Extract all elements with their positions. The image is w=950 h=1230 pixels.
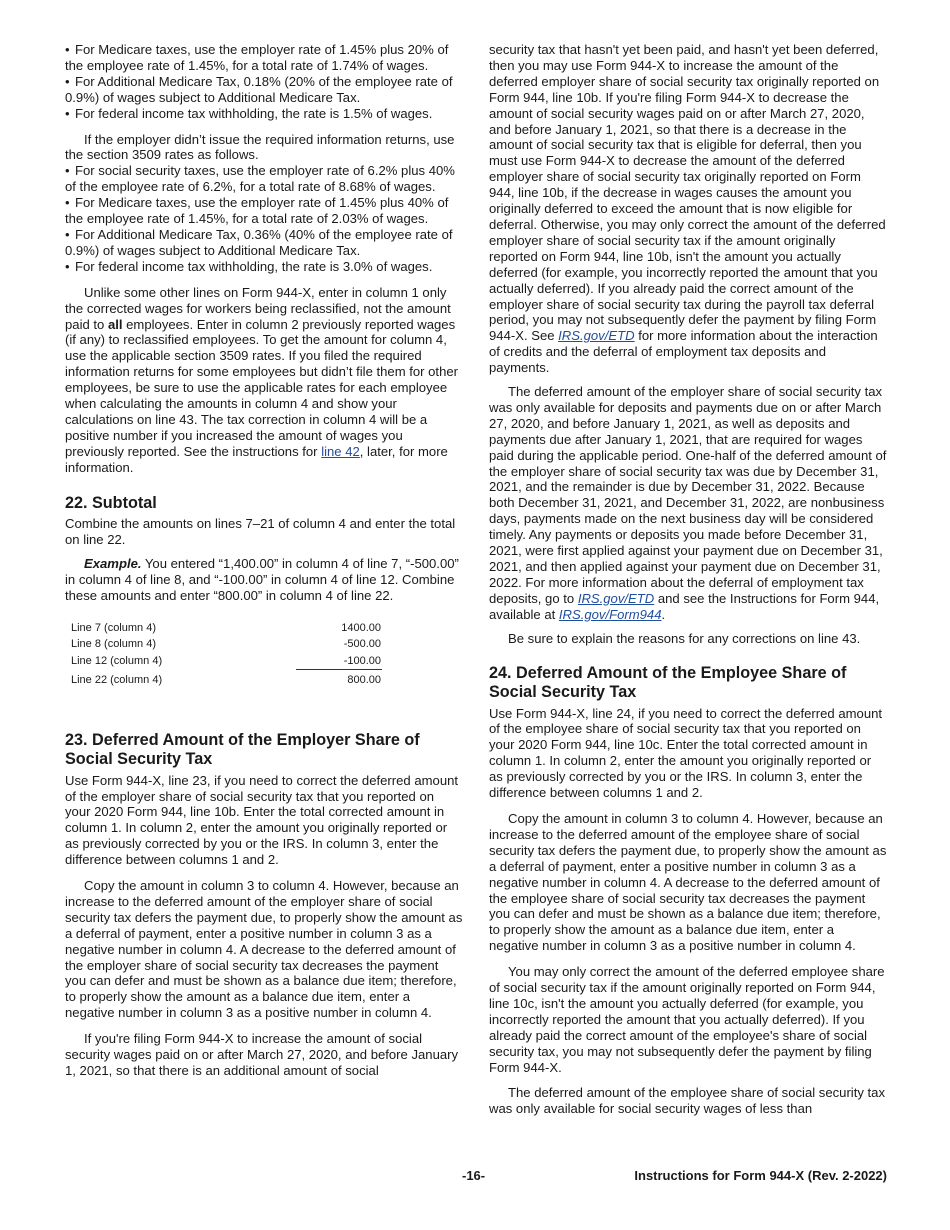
paragraph-no-info-returns: If the employer didn’t issue the required information returns, use the section 3509 rates as follows. (65, 131, 455, 163)
bullet-medicare-20: • For Medicare taxes, use the employer rate of 1.45% plus 20% of the employee rate of 1.45%, for a total rate of 1.74% of wages. (65, 42, 463, 74)
paragraph-line-23-c: If you're filing Form 944-X to increase the amount of social security wages paid on or after March 27, 2020, and before January 1, 2021, so that there is an additional amount of social (65, 1031, 459, 1078)
bullet-medicare-40: • For Medicare taxes, use the employer rate of 1.45% plus 40% of the employee rate of 1.45%, for a total rate of 2.03% of wages. (65, 195, 463, 227)
document-title-footer: Instructions for Form 944-X (Rev. 2-2022) (634, 1168, 887, 1183)
bullet-additional-medicare-018: • For Additional Medicare Tax, 0.18% (20% of the employee rate of 0.9%) of wages subject to Additional Medicare Tax. (65, 74, 463, 106)
calc-row: Line 7 (column 4) 1400.00 (71, 621, 381, 634)
paragraph-deferral-period: The deferred amount of the employer share of social security tax was only available for deposits and payments due on or after March 27, 2020, and before January 1, 2021, as well as deposits and payments due after January 1, 2021, that are required for wages paid during the applicable period. One-half of the deferred amount of the employer share of social security tax was due by December 31, 2021, and the remainder is due by December 31, 2022. Because both December 31, 2021, and December 31, 2022, are nonbusiness days, payments made on the next business day will be considered timely. Any payments or deposits you made before December 31, 2021, were first applied against your payment due on December 31, 2021, and then applied against your payment due on December 31, 2022. For more information about the deferral of employment tax deposits, go to IRS.gov/ETD and see the Instructions for Form 944, available at IRS.gov/Form944. (489, 384, 887, 622)
example-line-22: Example. You entered “1,400.00” in column 4 of line 7, “-500.00” in column 4 of line 8, and “-100.00” in column 4 of line 12. Combine these amounts and enter “800.00” in column 4 of line 22. (65, 555, 459, 603)
irs-etd-link[interactable]: IRS.gov/ETD (558, 328, 635, 344)
paragraph-line-22: Combine the amounts on lines 7–21 of column 4 and enter the total on line 22. (65, 516, 456, 547)
line-42-link[interactable]: line 42 (321, 443, 360, 459)
bullet-fitw-30: • For federal income tax withholding, the rate is 3.0% of wages. (65, 259, 463, 275)
calc-row: Line 12 (column 4) -100.00 (71, 654, 381, 667)
sum-rule (296, 669, 382, 670)
paragraph-line-23-continued: security tax that hasn't yet been paid, and hasn't yet been deferred, then you may use Form 944-X to increase the amount of the deferred employer share of social security tax originally reported on Form 944, line 10b. If you're filing Form 944-X to decrease the amount of social security wages paid on or after March 27, 2020, and before January 1, 2021, so that there is a decrease in the amount of social security tax that is eligible for deferral, then you must use Form 944-X to decrease the amount of the deferred employer share of social security tax originally reported on Form 944, line 10b, if the decrease in wages causes the amount you originally deferred to exceed the amount that is now eligible for deferral. Otherwise, you may only correct the amount of the deferred employer share of social security tax if the amount originally reported on Form 944, line 10b, isn't the amount you actually deferred (for example, you incorrectly reported the amount that you actually deferred). If you already paid the correct amount of the employer share of social security tax during the payroll tax deferral period, you may not subsequently defer the payment by filing Form 944-X. See IRS.gov/ETD for more information about the interaction of credits and the deferral of employment tax deposits and payments. (489, 42, 886, 376)
subtotal-calculation (65, 620, 381, 689)
paragraph-line-23-a: Use Form 944-X, line 23, if you need to correct the deferred amount of the employer share of social security tax that you reported on your 2020 Form 944, line 10b. Enter the total corrected amount in column 1. In column 2, enter the amount you originally reported or as previously corrected by you or the IRS. In column 3, enter the difference between columns 1 and 2. (65, 772, 459, 868)
calc-row: Line 8 (column 4) -500.00 (71, 638, 381, 651)
paragraph-line-24-d: The deferred amount of the employee share of social security tax was only available for social security wages of less than (489, 1085, 886, 1117)
bullet-social-security-40: • For social security taxes, use the employer rate of 6.2% plus 40% of the employee rate of 6.2%, for a total rate of 8.68% of wages. (65, 163, 463, 195)
paragraph-reclassified-workers: Unlike some other lines on Form 944-X, enter in column 1 only the corrected wages for workers being reclassified, not the amount paid to all employees. Enter in column 2 previously reported wages (if any) to reclassified employees. To get the amount for column 4, use the applicable section 3509 rates. If you filed the required information returns for some employees but didn’t file them for other employees, be sure to use the applicable rates for each employee when calculating the amounts in column 4 and show your calculations on line 43. The tax correction in column 4 will be a positive number if you increased the amount of wages you previously reported. See the instructions for line 42, later, for more information. (65, 284, 458, 475)
paragraph-line-24-a: Use Form 944-X, line 24, if you need to correct the deferred amount of the employee share of social security tax that you reported on your 2020 Form 944, line 10c. Enter the total corrected amount in column 1. In column 2, enter the amount you originally reported or as previously corrected by you or the IRS. In column 3, enter the difference between columns 1 and 2. (489, 705, 883, 801)
heading-line-24: 24. Deferred Amount of the Employee Share of Social Security Tax (489, 663, 847, 702)
paragraph-line-24-c: You may only correct the amount of the deferred employee share of social security tax if the amount originally reported on Form 944, line 10c, isn't the amount you actually deferred (for example, you incorrectly reported the amount that you actually deferred). If you already paid the correct amount of the employee's share of social security tax, you may not subsequently defer the payment by filing Form 944-X. (489, 964, 885, 1075)
paragraph-explain-reasons: Be sure to explain the reasons for any corrections on line 43. (508, 630, 861, 646)
bullet-fitw-15: • For federal income tax withholding, the rate is 1.5% of wages. (65, 106, 463, 122)
left-column (65, 42, 463, 1079)
irs-form944-link[interactable]: IRS.gov/Form944 (558, 606, 662, 622)
paragraph-line-23-b: Copy the amount in column 3 to column 4. However, because an increase to the deferred amount of the employer share of social security tax defers the payment due, to properly show the amount as a deferral of payment, enter a positive number in column 3 as a negative number in column 4. A decrease to the deferred amount of the employer share of social security tax decreases the payment you can defer and must be shown as a balance due item; therefore, to properly show the amount as a balance due item, enter a negative number in column 3 as a positive number in column 4. (65, 878, 463, 1021)
calc-total-row: Line 22 (column 4) 800.00 (71, 674, 381, 687)
heading-line-23: 23. Deferred Amount of the Employer Share of Social Security Tax (65, 730, 420, 769)
heading-line-22: 22. Subtotal (65, 493, 157, 512)
paragraph-line-24-b: Copy the amount in column 3 to column 4. However, because an increase to the deferred amount of the employee share of social security tax defers the payment due, to properly show the amount as a deferral of payment, enter a positive number in column 3 as a negative number in column 4. A decrease to the deferred amount of the employee share of social security tax decreases the payment you can defer and must be shown as a balance due item; therefore, to properly show the amount as a balance due item, enter a negative number in column 3 as a positive number in column 4. (489, 810, 887, 954)
right-column (489, 42, 887, 1117)
page-number: -16- (462, 1168, 486, 1183)
bullet-additional-medicare-036: • For Additional Medicare Tax, 0.36% (40% of the employee rate of 0.9%) of wages subject to Additional Medicare Tax. (65, 227, 463, 259)
irs-etd-link[interactable]: IRS.gov/ETD (577, 590, 655, 606)
